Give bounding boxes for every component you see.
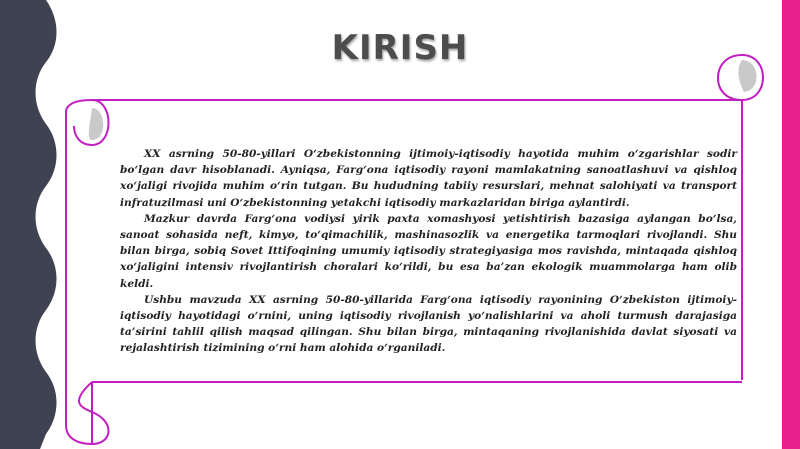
slide-title: KIRISH (331, 28, 469, 68)
paragraph-1: XX asrning 50-80-yillari O‘zbekistonning ijtimoiy-iqtisodiy hayotida muhim o‘zgarishlar sodir bo‘lgan davr hisoblanadi. Ayniqsa, Farg‘ona iqtisodiy rayoni mamlakatning sanoatlashuvi va qishloq xo‘jaligi rivojida muhim o‘rin tutgan. Bu hududning tabiiy resurslari, mehnat salohiyati va transport infratuzilmasi uni O‘zbekistonning yetakchi iqtisodiy markazlaridan biriga aylantirdi. (120, 148, 737, 209)
paragraph-2: Mazkur davrda Farg‘ona vodiysi yirik paxta xomashyosi yetishtirish bazasiga aylangan bo‘lsa, sanoat sohasida neft, kimyo, to‘qimachilik, mashinasozlik va energetika tarmoqlari rivojlandi. Shu bilan birga, sobiq Sovet Ittifoqining umumiy iqtisodiy strategiyasiga mos ravishda, mintaqada qishloq xo‘jaligini intensiv rivojlantirish choralari ko‘rildi, bu esa ba’zan ekologik muammolarga ham olib keldi. (120, 212, 737, 290)
paragraph-3: Ushbu mavzuda XX asrning 50-80-yillarida Farg‘ona iqtisodiy rayonining O‘zbekiston ijtimoiy-iqtisodiy hayotidagi o‘rnini, uning iqtisodiy rivojlanish yo‘nalishlarini va aholi turmush darajasiga ta’sirini tahlil qilish maqsad qilingan. Shu bilan birga, mintaqaning rivojlanishida davlat siyosati va rejalashtirish tizimining o‘rni ham alohida o‘rganiladi. (120, 293, 737, 355)
scroll-curl-top-left (89, 108, 103, 140)
intro-text-block (120, 146, 737, 357)
scroll-curl-top-right (738, 60, 756, 92)
